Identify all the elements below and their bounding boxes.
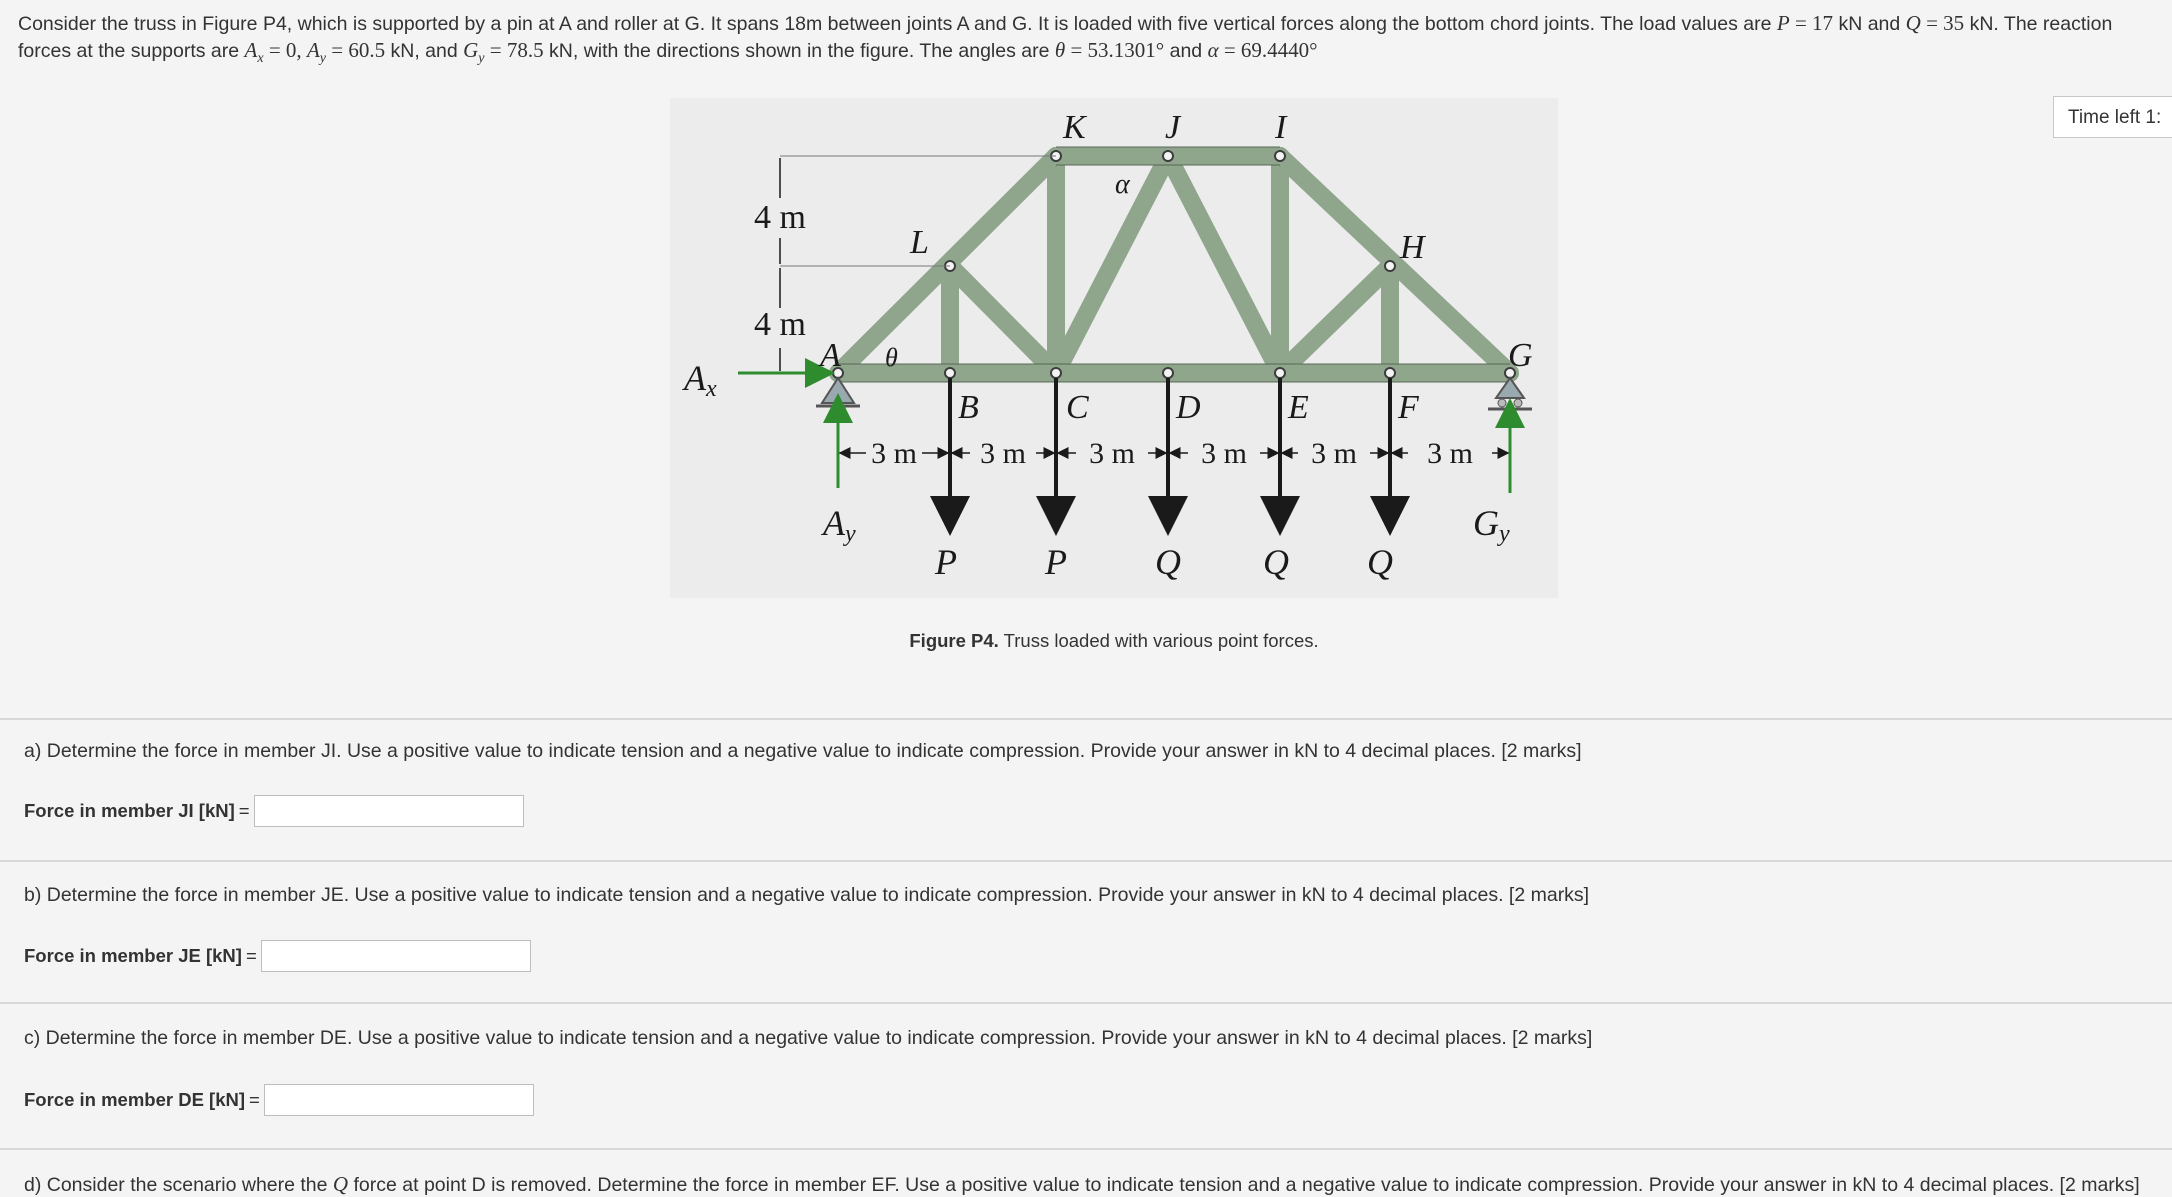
divider bbox=[0, 718, 2172, 720]
intro-text: kN. The reaction bbox=[1964, 13, 2113, 35]
load-label-q2: Q bbox=[1263, 542, 1289, 582]
question-d-text: force at point D is removed. Determine the force in member EF. Use a positive value to indicate tension and a negative value to indicate compression. Provide your answer in kN to 4 decimal places. [2 marks] bbox=[348, 1174, 2140, 1196]
truss-figure bbox=[670, 98, 1558, 598]
problem-line-2 bbox=[18, 37, 2168, 72]
angle-alpha-label: α bbox=[1115, 169, 1130, 200]
divider bbox=[0, 1148, 2172, 1150]
joint-label-b: B bbox=[958, 389, 979, 426]
question-b: b) Determine the force in member JE. Use a positive value to indicate tension and a negative value to indicate compression. Provide your answer in kN to 4 decimal places. [2 marks] bbox=[24, 884, 1590, 906]
ax-value: = 0, bbox=[263, 38, 307, 62]
span-label-bc: 3 m bbox=[980, 437, 1026, 470]
gy-subscript: y bbox=[478, 50, 485, 66]
span-label-fg: 3 m bbox=[1427, 437, 1473, 470]
member-je bbox=[1168, 156, 1280, 373]
question-c: c) Determine the force in member DE. Use a positive value to indicate tension and a negative value to indicate compression. Provide your answer in kN to 4 decimal places. [2 marks] bbox=[24, 1027, 1593, 1049]
joint-label-g: G bbox=[1508, 337, 1533, 374]
intro-text: forces at the supports are bbox=[18, 40, 245, 62]
answer-label-ji: Force in member JI [kN] bbox=[24, 800, 235, 821]
ax-symbol: A bbox=[244, 38, 258, 62]
joint-label-f: F bbox=[1398, 389, 1419, 426]
intro-text: kN and bbox=[1833, 13, 1906, 35]
equals-sign: = bbox=[249, 1089, 260, 1110]
divider bbox=[0, 860, 2172, 862]
equals-sign: = bbox=[245, 945, 257, 966]
intro-text: kN, and bbox=[385, 40, 464, 62]
time-left-label: Time left 1: bbox=[2068, 107, 2162, 128]
gy-value: = 78.5 bbox=[484, 38, 544, 62]
answer-label-je: Force in member JE [kN] bbox=[24, 945, 242, 966]
load-label-p1: P bbox=[935, 542, 957, 582]
span-label-cd: 3 m bbox=[1089, 437, 1135, 470]
force-ji-input[interactable] bbox=[254, 795, 524, 827]
intro-text: and bbox=[1164, 40, 1208, 62]
span-label-de: 3 m bbox=[1201, 437, 1247, 470]
p-value: = 17 bbox=[1789, 11, 1834, 35]
ay-value: = 60.5 bbox=[325, 38, 386, 62]
dim-label-bottom: 4 m bbox=[754, 306, 806, 343]
caption-text: Truss loaded with various point forces. bbox=[998, 630, 1319, 651]
alpha-value: = 69.4440° bbox=[1218, 38, 1318, 62]
ax-subscript: x bbox=[257, 50, 264, 66]
alpha-symbol: α bbox=[1207, 38, 1219, 62]
angle-theta-label: θ bbox=[885, 343, 898, 372]
load-label-p2: P bbox=[1045, 542, 1067, 582]
force-je-input[interactable] bbox=[261, 940, 531, 972]
ay-subscript: y bbox=[319, 50, 326, 66]
time-left-indicator bbox=[2053, 96, 2172, 138]
truss-diagram bbox=[670, 98, 1558, 598]
caption-figure-number: Figure P4. bbox=[909, 630, 999, 651]
joint-label-h: H bbox=[1400, 229, 1425, 266]
gy-symbol: G bbox=[463, 38, 479, 62]
load-label-q1: Q bbox=[1155, 542, 1181, 582]
question-d-text: d) Consider the scenario where the bbox=[24, 1174, 333, 1196]
q-value: = 35 bbox=[1920, 11, 1965, 35]
theta-value: = 53.1301° bbox=[1065, 38, 1165, 62]
joint-label-l: L bbox=[910, 224, 929, 261]
span-label-ab: 3 m bbox=[871, 437, 917, 470]
reaction-label-gy: Gy bbox=[1473, 503, 1510, 547]
answer-row-a bbox=[24, 795, 524, 827]
problem-line-1 bbox=[18, 10, 2168, 37]
theta-symbol: θ bbox=[1054, 38, 1066, 62]
joint-label-e: E bbox=[1288, 389, 1309, 426]
answer-row-c bbox=[24, 1084, 534, 1116]
problem-statement bbox=[18, 10, 2168, 72]
joint-label-i: I bbox=[1275, 109, 1287, 146]
p-symbol: P bbox=[1776, 11, 1790, 35]
ay-symbol: A bbox=[306, 38, 320, 62]
dim-label-top: 4 m bbox=[754, 199, 806, 236]
joint-label-j: J bbox=[1165, 109, 1181, 146]
span-label-ef: 3 m bbox=[1311, 437, 1357, 470]
joint-label-a: A bbox=[820, 337, 841, 374]
question-d bbox=[24, 1172, 2140, 1197]
divider bbox=[0, 1002, 2172, 1004]
reaction-label-ax: Ax bbox=[684, 358, 717, 402]
figure-caption bbox=[670, 630, 1558, 652]
answer-row-b bbox=[24, 940, 531, 972]
joint-label-d: D bbox=[1176, 389, 1201, 426]
member-cj bbox=[1056, 156, 1168, 373]
member-eh bbox=[1280, 266, 1390, 373]
answer-label-de: Force in member DE [kN] bbox=[24, 1089, 246, 1110]
member-lc bbox=[950, 266, 1056, 373]
equals-sign: = bbox=[238, 800, 250, 821]
q-symbol: Q bbox=[1905, 11, 1921, 35]
load-label-q3: Q bbox=[1367, 542, 1393, 582]
intro-text: Consider the truss in Figure P4, which is supported by a pin at A and roller at G. It spans 18m between joints A and G. It is loaded with five vertical forces along the bottom chord joints. The load values are bbox=[18, 13, 1777, 35]
question-a: a) Determine the force in member JI. Use a positive value to indicate tension and a negative value to indicate compression. Provide your answer in kN to 4 decimal places. [2 marks] bbox=[24, 740, 1582, 762]
reaction-label-ay: Ay bbox=[823, 503, 856, 547]
intro-text: kN, with the directions shown in the figure. The angles are bbox=[543, 40, 1055, 62]
q-symbol: Q bbox=[332, 1172, 349, 1196]
force-de-input[interactable] bbox=[264, 1084, 534, 1116]
joint-label-c: C bbox=[1066, 389, 1089, 426]
joint-label-k: K bbox=[1063, 109, 1086, 146]
